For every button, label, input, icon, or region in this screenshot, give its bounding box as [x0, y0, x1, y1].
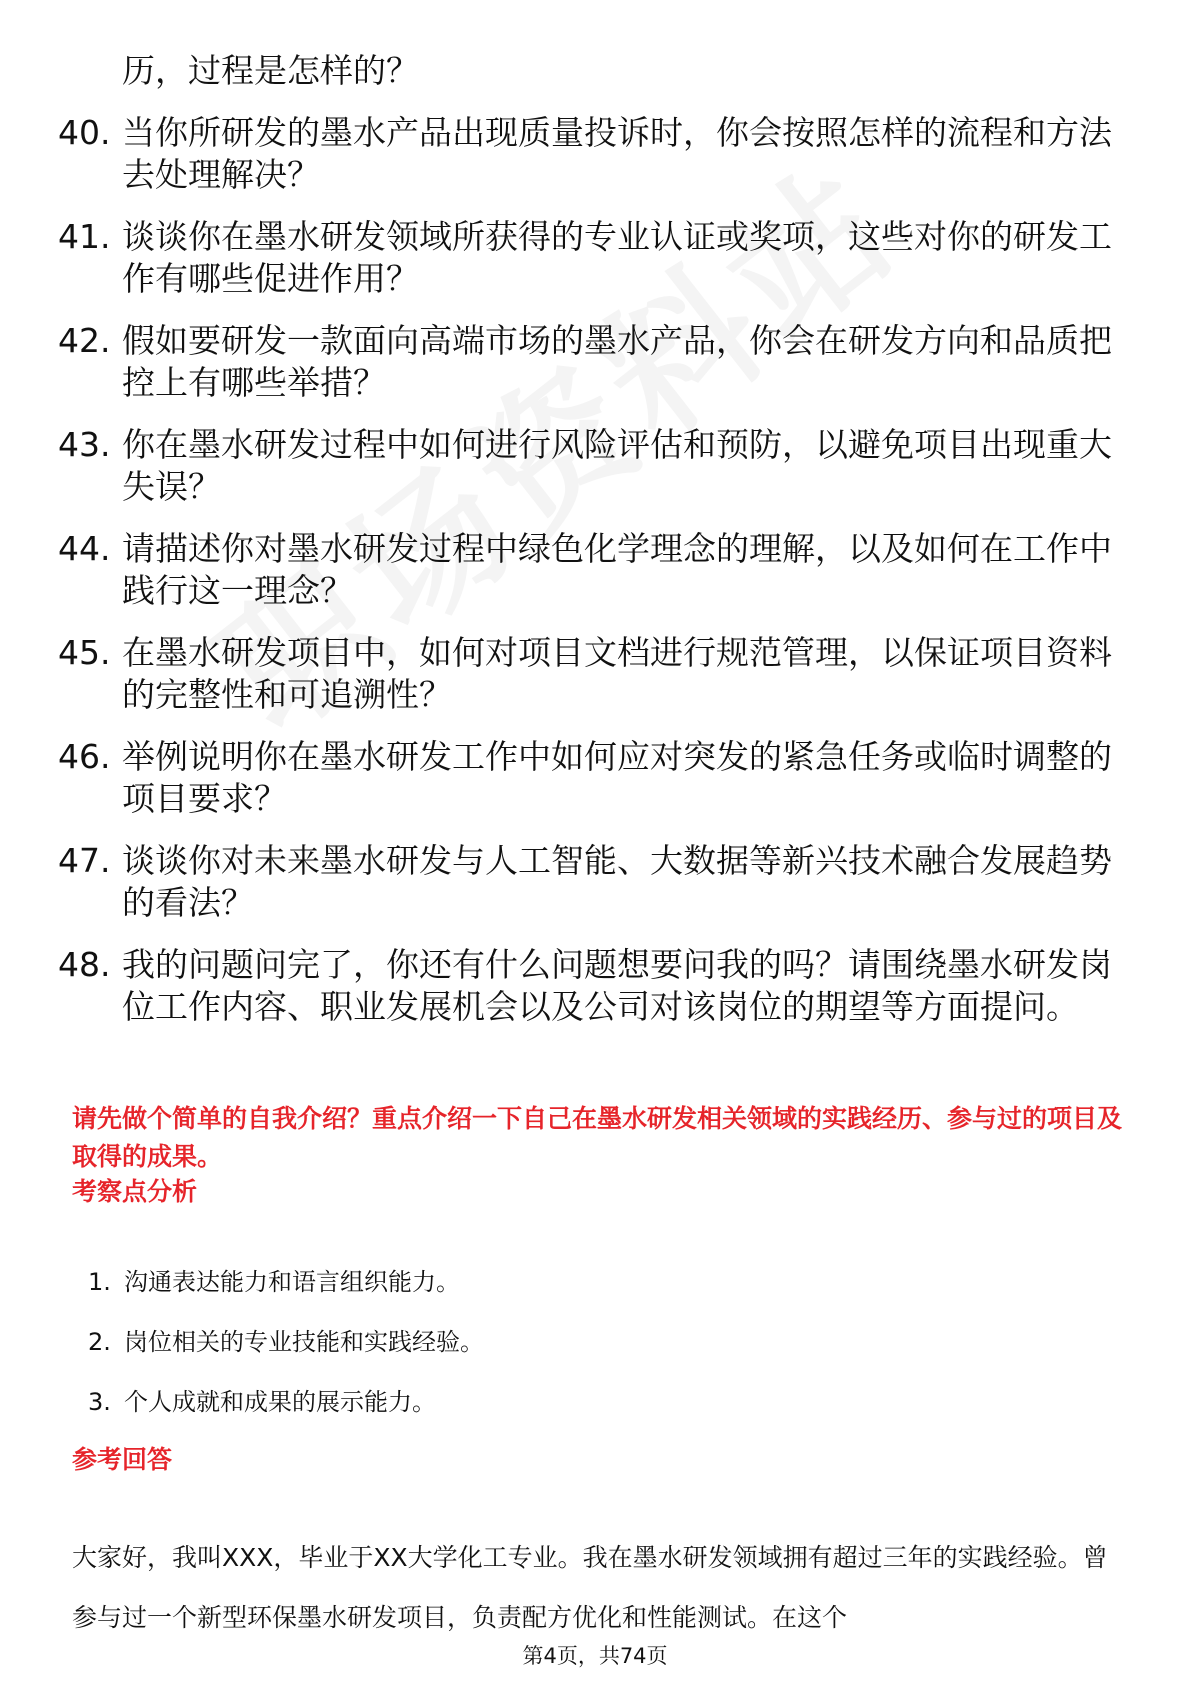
question-number: 44.: [58, 529, 111, 568]
question-text: 当你所研发的墨水产品出现质量投诉时，你会按照怎样的流程和方法去处理解决？: [122, 113, 1112, 194]
question-text: 请描述你对墨水研发过程中绿色化学理念的理解，以及如何在工作中践行这一理念？: [122, 529, 1112, 610]
question-number: 46.: [58, 737, 111, 776]
question-text: 我的问题问完了，你还有什么问题想要问我的吗？请围绕墨水研发岗位工作内容、职业发展机会以及公司对该岗位的期望等方面提问。: [122, 945, 1112, 1026]
question-number: 45.: [58, 633, 111, 672]
question-text: 你在墨水研发过程中如何进行风险评估和预防，以避免项目出现重大失误？: [122, 425, 1112, 506]
question-text: 谈谈你对未来墨水研发与人工智能、大数据等新兴技术融合发展趋势的看法？: [122, 841, 1112, 922]
question-list: [58, 50, 1128, 1048]
analysis-points: [88, 1264, 484, 1444]
question-item: [58, 216, 1128, 300]
analysis-point-number: 3.: [88, 1388, 111, 1416]
question-text: 谈谈你在墨水研发领域所获得的专业认证或奖项，这些对你的研发工作有哪些促进作用？: [122, 217, 1112, 298]
question-number: 47.: [58, 841, 111, 880]
question-item: [58, 944, 1128, 1028]
analysis-point-number: 1.: [88, 1268, 111, 1296]
page-footer: 第4页，共74页: [522, 1644, 668, 1668]
question-item: [58, 528, 1128, 612]
question-text: 在墨水研发项目中，如何对项目文档进行规范管理，以保证项目资料的完整性和可追溯性？: [122, 633, 1112, 714]
analysis-point: [88, 1384, 484, 1444]
question-number: 42.: [58, 321, 111, 360]
question-number: 48.: [58, 945, 111, 984]
question-item: [58, 320, 1128, 404]
analysis-point-text: 岗位相关的专业技能和实践经验。: [124, 1328, 484, 1356]
question-text: 假如要研发一款面向高端市场的墨水产品，你会在研发方向和品质把控上有哪些举措？: [122, 321, 1112, 402]
question-item: [58, 736, 1128, 820]
analysis-point: [88, 1324, 484, 1384]
question-item: [58, 840, 1128, 924]
reference-answer: 大家好，我叫XXX，毕业于XX大学化工专业。我在墨水研发领域拥有超过三年的实践经验。曾参与过一个新型环保墨水研发项目，负责配方优化和性能测试。在这个: [72, 1543, 1108, 1632]
question-number: 43.: [58, 425, 111, 464]
question-item: [58, 632, 1128, 716]
highlight-question: 请先做个简单的自我介绍？重点介绍一下自己在墨水研发相关领域的实践经历、参与过的项目及取得的成果。: [72, 1104, 1123, 1171]
question-item: [58, 424, 1128, 508]
reference-title: 参考回答: [72, 1445, 173, 1474]
analysis-point-number: 2.: [88, 1328, 111, 1356]
question-number: 41.: [58, 217, 111, 256]
analysis-point-text: 个人成就和成果的展示能力。: [124, 1388, 436, 1416]
question-item: [58, 112, 1128, 196]
question-text: 举例说明你在墨水研发工作中如何应对突发的紧急任务或临时调整的项目要求？: [122, 737, 1112, 818]
analysis-point: [88, 1264, 484, 1324]
analysis-point-text: 沟通表达能力和语言组织能力。: [124, 1268, 460, 1296]
question-continuation: 历，过程是怎样的？: [122, 51, 419, 90]
analysis-title: 考察点分析: [72, 1177, 198, 1206]
question-number: 40.: [58, 113, 111, 152]
